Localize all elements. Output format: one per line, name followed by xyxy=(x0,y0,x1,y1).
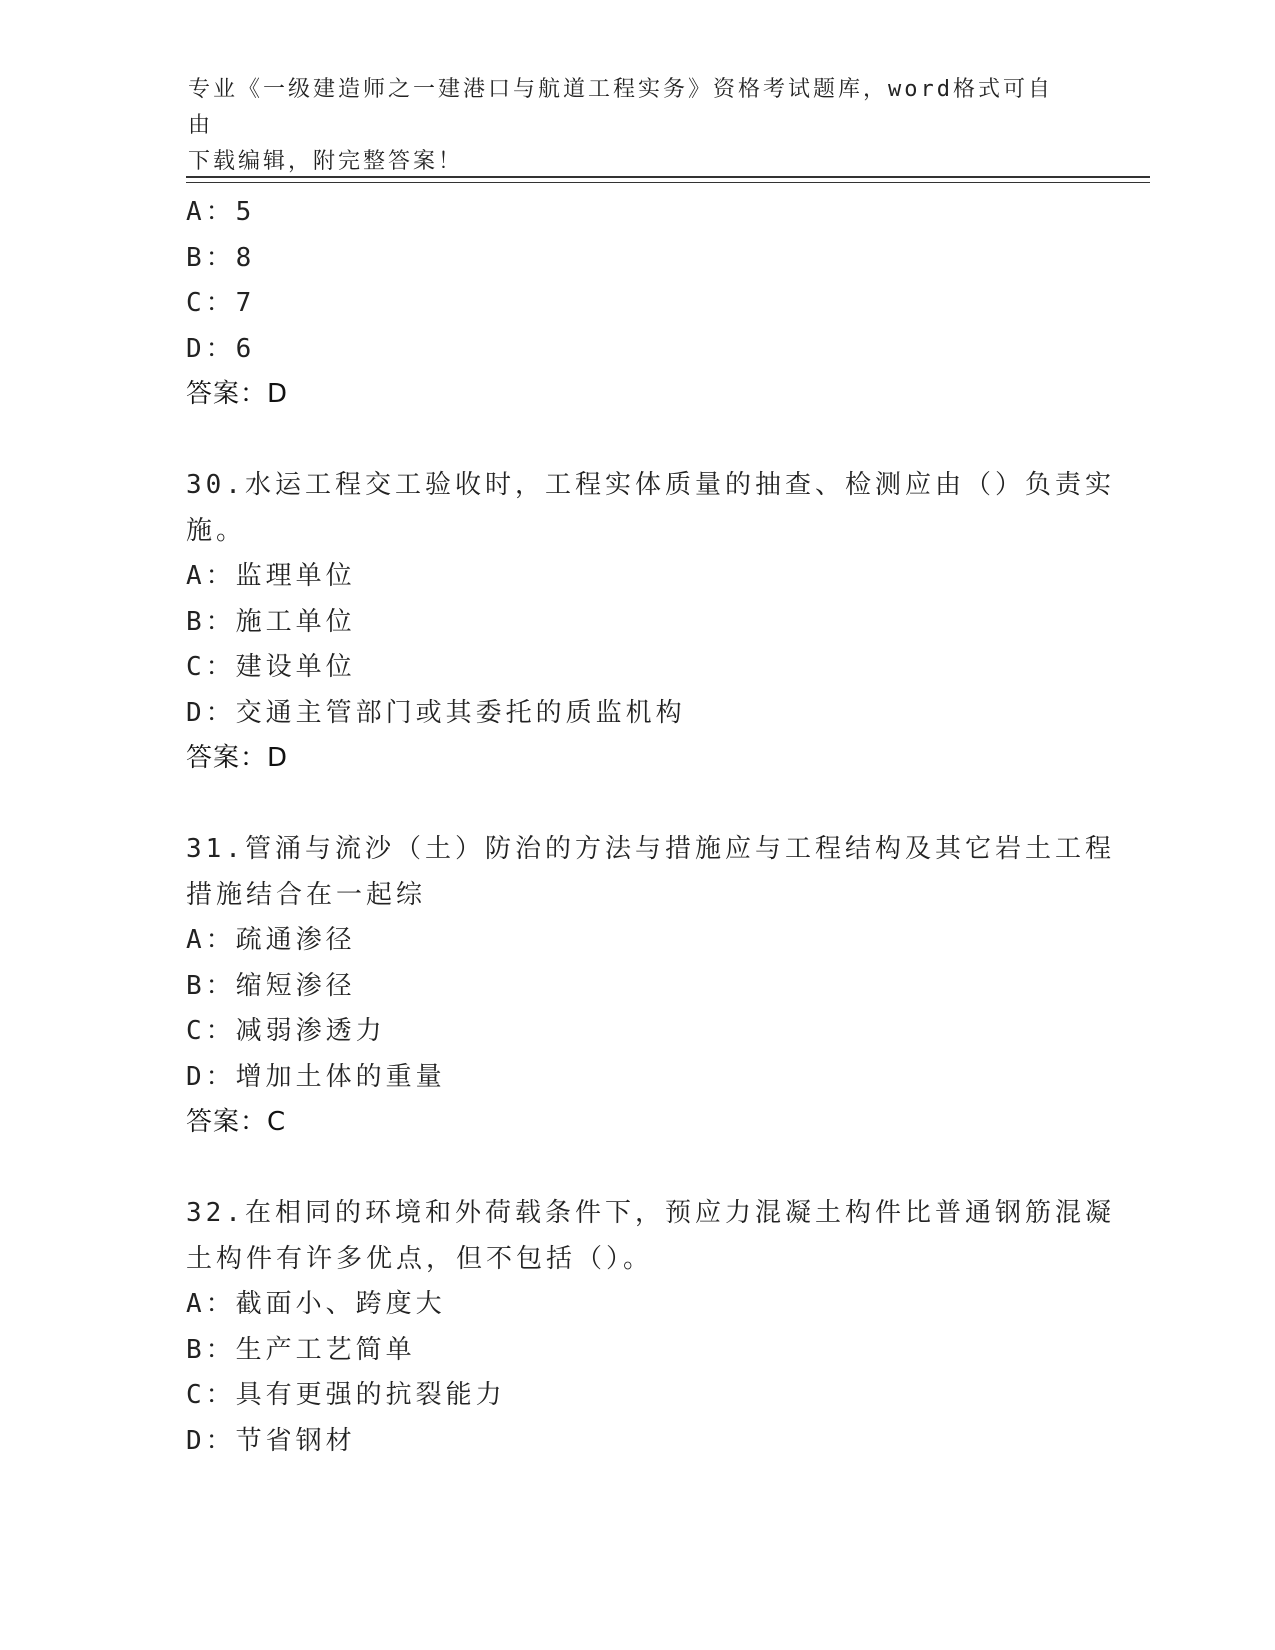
previous-question-tail xyxy=(186,190,1086,418)
question-stem-line-1: 30.水运工程交工验收时，工程实体质量的抽查、检测应由（）负责实 xyxy=(186,470,1115,500)
option-b: B：缩短渗径 xyxy=(186,970,356,1001)
answer-line: 答案：D xyxy=(186,379,289,409)
option-d: D：6 xyxy=(186,333,256,364)
option-a: A：监理单位 xyxy=(186,561,356,591)
spacer xyxy=(186,418,1086,464)
option-c: C：7 xyxy=(186,288,256,318)
option-d: D：交通主管部门或其委托的质监机构 xyxy=(186,697,686,728)
option-c: C：具有更强的抗裂能力 xyxy=(186,1380,506,1410)
option-a: A：截面小、跨度大 xyxy=(186,1289,446,1319)
header-divider-thin xyxy=(186,182,1150,183)
option-a: A：5 xyxy=(186,197,256,227)
spacer xyxy=(186,782,1086,828)
question-list xyxy=(186,190,1115,1464)
document-header xyxy=(188,72,1068,180)
option-c: C：减弱渗透力 xyxy=(186,1016,386,1046)
option-d: D：节省钢材 xyxy=(186,1425,356,1456)
question-stem-line-1: 32.在相同的环境和外荷载条件下，预应力混凝土构件比普通钢筋混凝 xyxy=(186,1198,1115,1228)
answer-line: 答案：D xyxy=(186,743,289,773)
question-stem-line-1: 31.管涌与流沙（土）防治的方法与措施应与工程结构及其它岩土工程 xyxy=(186,834,1115,864)
question-stem-line-2: 土构件有许多优点，但不包括（）。 xyxy=(186,1243,654,1274)
question-31 xyxy=(186,827,1115,1146)
option-b: B：8 xyxy=(186,242,256,273)
header-divider-thick xyxy=(186,176,1150,178)
spacer xyxy=(186,1146,1086,1192)
question-30 xyxy=(186,463,1115,782)
option-c: C：建设单位 xyxy=(186,652,356,682)
option-b: B：生产工艺简单 xyxy=(186,1334,416,1365)
question-stem-line-2: 施。 xyxy=(186,515,247,546)
header-line-2: 下载编辑，附完整答案！ xyxy=(188,149,464,174)
question-32 xyxy=(186,1191,1115,1464)
question-stem-line-2: 措施结合在一起综 xyxy=(186,879,427,910)
header-line-1: 专业《一级建造师之一建港口与航道工程实务》资格考试题库，word格式可自由 xyxy=(188,77,1053,138)
answer-line: 答案：C xyxy=(186,1107,287,1137)
option-b: B：施工单位 xyxy=(186,606,356,637)
option-a: A：疏通渗径 xyxy=(186,925,356,955)
option-d: D：增加土体的重量 xyxy=(186,1061,446,1092)
